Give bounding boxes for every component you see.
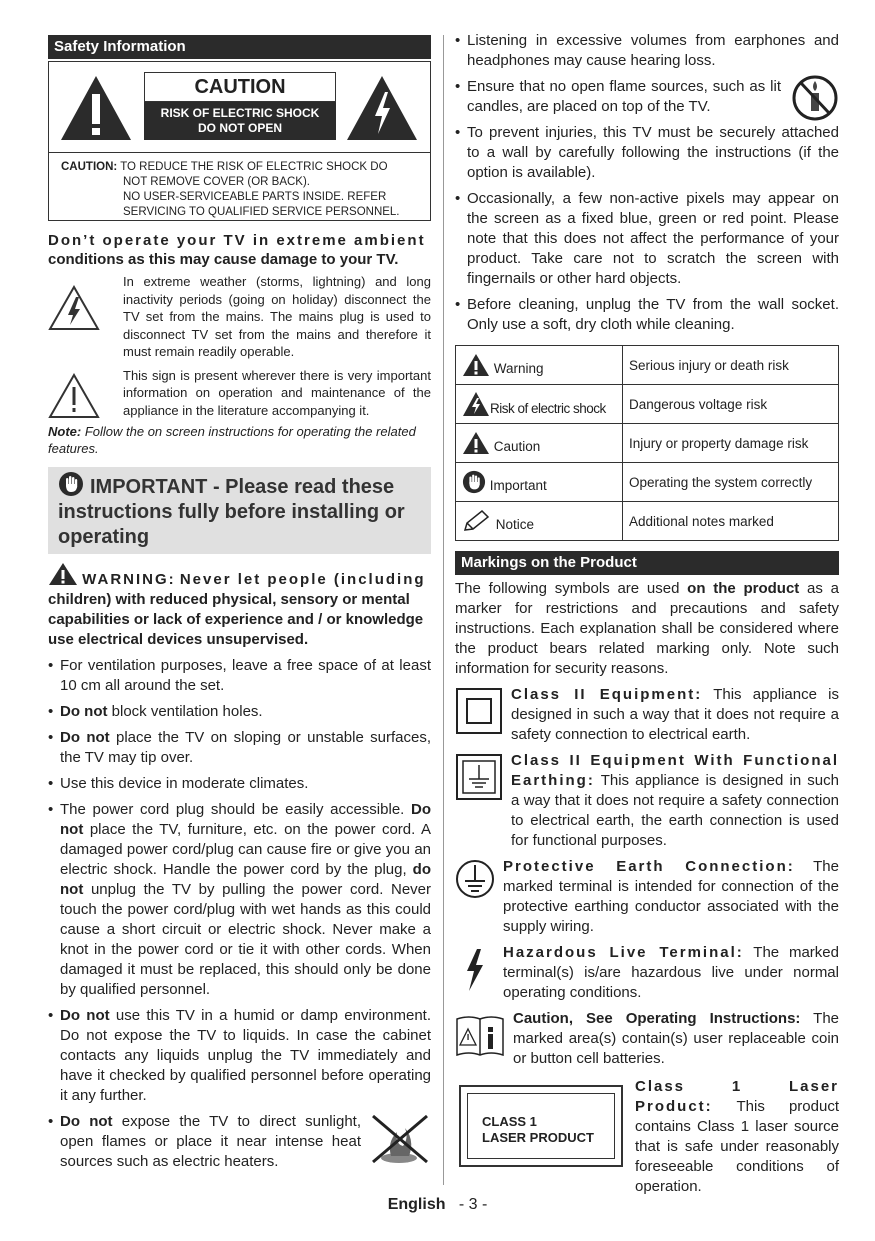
legend-key: Notice [456,502,623,541]
column-divider [443,35,444,1185]
class2-equipment: Class II Equipment: This appliance is designed in such a way that it does not require a safety connection to electrical earth. [455,685,839,747]
symbol-legend-table [455,345,839,541]
list-item: • The power cord plug should be easily accessible. Do not place the TV, furniture, etc. on the power cord. A damaged power cord/plug can cause fire or give you an electric shock. Handle the power cord by the plug, do not unplug the TV by pulling the power cord. Never touch the power cord/plug with wet hands as this could cause a short circuit or electric shock. Never make a knot in the power cord or tie it with other cords. When damaged it must be replaced, this should only be done by qualified personnel. [48,800,431,1000]
lightning-warning-icon [48,285,100,331]
list-item: • Listening in excessive volumes from earphones and headphones may cause hearing loss. [455,31,839,71]
warning-text-rest: children) with reduced physical, sensory or mental capabilities or lack of experience and / or knowledge use electrical devices unsupervised. [48,591,424,648]
exclamation-outline-icon [48,373,100,419]
caution-line1: TO REDUCE THE RISK OF ELECTRIC SHOCK DO [120,161,388,173]
ambient-heading [48,231,431,269]
list-item: • For ventilation purposes, leave a free space of at least 10 cm all around the set. [48,656,431,696]
caution-title: CAUTION [144,72,336,102]
table-row [456,502,839,541]
right-bullet-list [455,31,839,335]
extreme-weather-text: In extreme weather (storms, lightning) and long inactivity periods (going on holiday) disconnect the TV set from the mains. The mains plug is used to disconnect TV set from the mains and therefore it must remain readily operable. [123,274,431,359]
right-column [455,32,839,1197]
list-item: • To prevent injuries, this TV must be securely attached to a wall by carefully following the instructions (if the option is available). [455,123,839,183]
caution-separator [49,152,430,153]
class2-functional-earthing: Class II Equipment With Functional Earthing: This appliance is designed in such a way that it does not require a safety connection to electrical earth, the earth connection is used for functional purposes. [455,751,839,851]
exclamation-warning-icon [59,74,133,142]
hand-stop-icon [462,470,486,494]
important-sign-paragraph [48,367,431,420]
warning-label: WARNING: [82,571,176,588]
laser-label-line2: LASER PRODUCT [482,1130,594,1145]
markings-intro: The following symbols are used on the product as a marker for restrictions and precautions and safety instructions. Each explanation shall be considered where the product bears related marking only. Note such information for security reasons. [455,580,839,677]
legend-key: Risk of electric shock [456,385,623,424]
lightning-bolt-icon [461,947,489,993]
caution-triangle-icon [462,431,490,455]
no-candle-icon [791,73,839,123]
caution-line2: NOT REMOVE COVER (OR BACK). [123,176,311,188]
legend-value: Additional notes marked [623,502,839,541]
legend-value: Dangerous voltage risk [623,385,839,424]
ambient-heading-line1: Don’t operate your TV in extreme ambient [48,232,426,249]
list-item: • Do not use this TV in a humid or damp environment. Do not expose the TV to liquids. In case the cabinet contacts any liquids unplug the TV immediately and have it checked by qualified personnel before operating it any further. [48,1006,431,1106]
warning-triangle-icon [48,562,78,586]
caution-see-instructions: Caution, See Operating Instructions: The marked area(s) contain(s) user replaceable coin or button cell batteries. [455,1009,839,1069]
caution-text [61,160,400,220]
class2-earth-icon [455,753,503,801]
list-item: • Use this device in moderate climates. [48,774,431,794]
electric-shock-icon [462,391,490,417]
table-row [456,385,839,424]
warning-text-line1: Never let people (including [179,571,426,588]
footer-language: English [387,1196,446,1213]
ambient-heading-line2: conditions as this may cause damage to your TV. [48,251,399,268]
safety-information-header: Safety Information [48,35,431,59]
warning-triangle-icon [462,353,490,377]
note-text: Follow the on screen instructions for operating the related features. [48,424,416,456]
no-heat-source-icon [369,1112,431,1166]
manual-caution-icon [455,1013,505,1059]
legend-key: Important [456,463,623,502]
legend-key: Warning [456,346,623,385]
caution-line4: SERVICING TO QUALIFIED SERVICE PERSONNEL. [123,206,400,218]
markings-header: Markings on the Product [455,551,839,575]
protective-earth: Protective Earth Connection: The marked terminal is intended for connection of the protective earthing conductor associated with the supply wiring. [455,857,839,937]
left-bullet-list [48,656,431,1172]
list-item: • Ensure that no open flame sources, such as lit candles, are placed on top of the TV. [455,77,839,117]
table-row [456,463,839,502]
electric-shock-icon [345,74,419,142]
important-sign-text: This sign is present wherever there is very important information on operation and maintenance of the appliance in the literature accompanying it. [123,367,431,418]
protective-earth-icon [455,859,495,899]
page-number: - 3 - [458,1196,488,1213]
class2-square-icon [455,687,503,735]
caution-label-block [144,72,336,142]
list-item: • Do not place the TV on sloping or unstable surfaces, the TV may tip over. [48,728,431,768]
pencil-notice-icon [462,509,492,533]
note-paragraph [48,423,431,457]
list-item: • Occasionally, a few non-active pixels may appear on the screen as a fixed blue, green or red point. Please note that this does not affect the performance of your product. Take care not to scratch the screen with fingernails or other hard objects. [455,189,839,289]
list-item: • Do not expose the TV to direct sunlight, open flames or place it near intense heat sources such as electric heaters. [48,1112,431,1172]
caution-sub-line1: RISK OF ELECTRIC SHOCK [160,106,320,120]
table-row [456,424,839,463]
legend-value: Serious injury or death risk [623,346,839,385]
caution-line3: NO USER-SERVICEABLE PARTS INSIDE. REFER [123,191,387,203]
page-footer [0,1196,875,1214]
legend-value: Operating the system correctly [623,463,839,502]
caution-subtitle [144,102,336,140]
hand-stop-icon [58,471,84,497]
left-column [48,35,431,1178]
laser-label-line1: CLASS 1 [482,1114,537,1129]
laser-label-box [459,1085,623,1167]
important-box [48,467,431,554]
laser-description: Class 1 Laser Product: This product contains Class 1 laser source that is safe under reasonably foreseeable conditions of operation. [635,1078,839,1195]
caution-text-label: CAUTION: [61,161,118,173]
caution-sub-line2: DO NOT OPEN [197,121,282,135]
extreme-weather-paragraph [48,273,431,361]
warning-paragraph [48,562,431,650]
hazardous-live-terminal: Hazardous Live Terminal: The marked terminal(s) is/are hazardous live under normal operating conditions. [455,943,839,1003]
legend-key: Caution [456,424,623,463]
class1-laser [455,1077,839,1197]
important-text: IMPORTANT - Please read these instructions fully before installing or operating [58,476,405,548]
table-row [456,346,839,385]
note-label: Note: [48,424,82,439]
caution-box [48,61,431,221]
list-item: • Do not block ventilation holes. [48,702,431,722]
legend-value: Injury or property damage risk [623,424,839,463]
list-item: • Before cleaning, unplug the TV from the wall socket. Only use a soft, dry cloth while cleaning. [455,295,839,335]
